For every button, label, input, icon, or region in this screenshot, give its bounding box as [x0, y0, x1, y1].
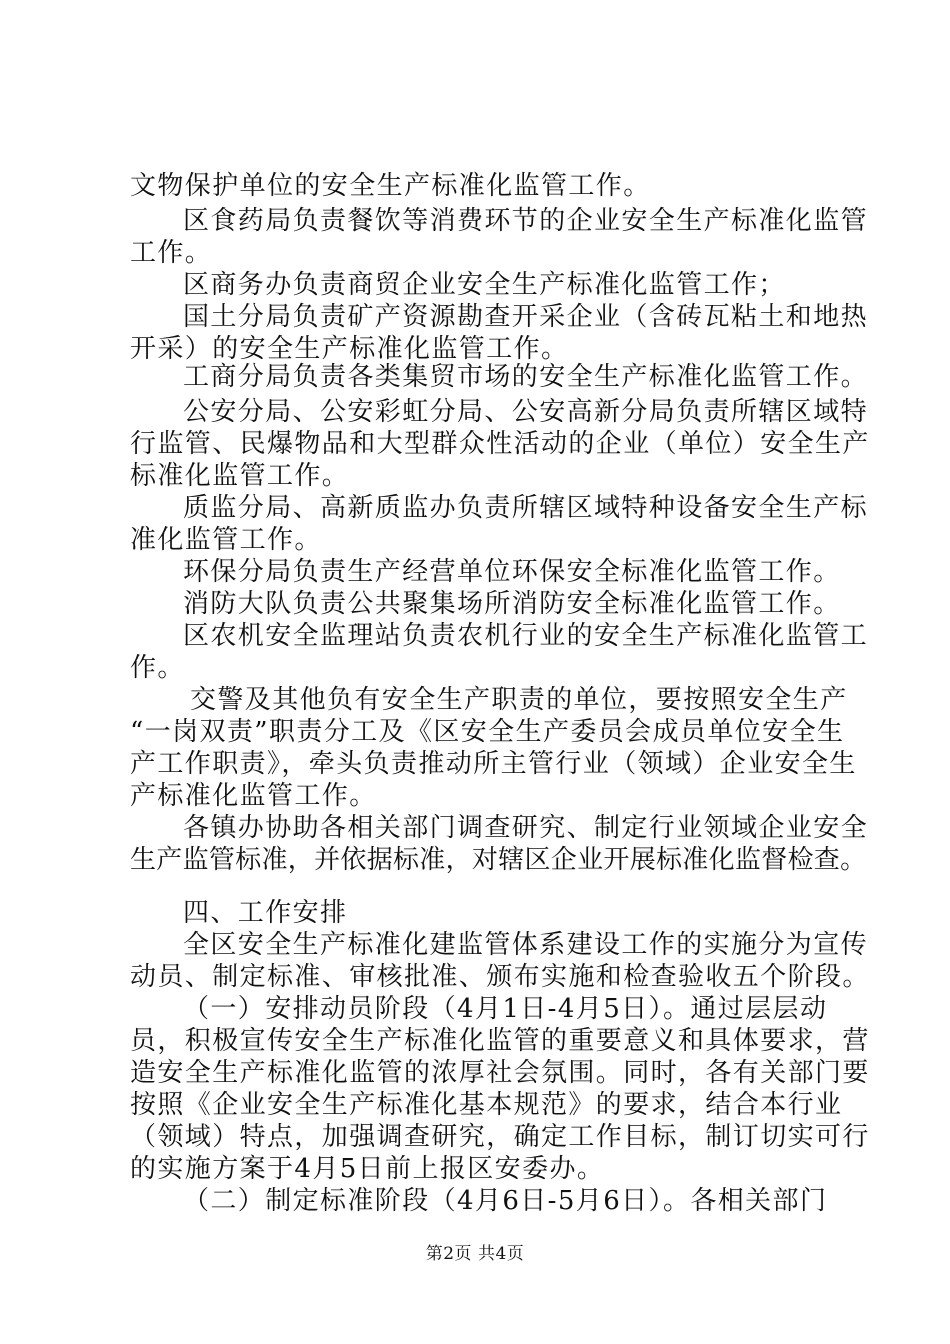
body-text-line: 生产监管标准，并依据标准，对辖区企业开展标准化监督检查。: [130, 845, 867, 875]
body-text-line: 按照《企业安全生产标准化基本规范》的要求，结合本行业: [130, 1090, 843, 1120]
body-text-line: 区食药局负责餐饮等消费环节的企业安全生产标准化监管: [183, 206, 869, 236]
body-text-line: 环保分局负责生产经营单位环保安全标准化监管工作。: [183, 557, 841, 587]
body-text-line: 工商分局负责各类集贸市场的安全生产标准化监管工作。: [183, 362, 869, 392]
body-text-line: 各镇办协助各相关部门调查研究、制定行业领域企业安全: [183, 813, 869, 843]
body-text-line: （一）安排动员阶段（4月1日-4月5日）。通过层层动: [183, 994, 828, 1024]
body-text-line: 全区安全生产标准化建监管体系建设工作的实施分为宣传: [183, 930, 869, 960]
body-text-line: 的实施方案于4月5日前上报区安委办。: [130, 1154, 605, 1184]
body-text-line: 产工作职责》，牵头负责推动所主管行业（领域）企业安全生: [130, 749, 857, 779]
body-text-line: 动员、制定标准、审核批准、颁布实施和检查验收五个阶段。: [130, 962, 870, 992]
body-text-line: 消防大队负责公共聚集场所消防安全标准化监管工作。: [183, 589, 841, 619]
body-text-line: 开采）的安全生产标准化监管工作。: [130, 334, 569, 364]
body-text-line: 质监分局、高新质监办负责所辖区域特种设备安全生产标: [183, 493, 869, 523]
section-heading: 四、工作安排: [183, 898, 348, 928]
page-number-footer: 第2页 共4页: [425, 1244, 525, 1264]
body-text-line: 公安分局、公安彩虹分局、公安高新分局负责所辖区域特: [183, 397, 869, 427]
body-text-line: 区农机安全监理站负责农机行业的安全生产标准化监管工: [183, 621, 869, 651]
body-text-line: （二）制定标准阶段（4月6日-5月6日）。各相关部门: [183, 1186, 828, 1216]
body-text-line: 产标准化监管工作。: [130, 781, 377, 811]
body-text-line: 行监管、民爆物品和大型群众性活动的企业（单位）安全生产: [130, 429, 870, 459]
body-text-line: 工作。: [130, 238, 213, 268]
body-text-line: 作。: [130, 653, 185, 683]
body-text-line: 文物保护单位的安全生产标准化监管工作。: [130, 171, 651, 201]
body-text-line: 准化监管工作。: [130, 525, 322, 555]
body-text-line: 交警及其他负有安全生产职责的单位，要按照安全生产: [190, 685, 848, 715]
body-text-line: 标准化监管工作。: [130, 461, 350, 491]
body-text-line: 造安全生产标准化监管的浓厚社会氛围。同时，各有关部门要: [130, 1058, 870, 1088]
body-text-line: （领域）特点，加强调查研究，确定工作目标，制订切实可行: [130, 1122, 870, 1152]
body-text-line: 员，积极宣传安全生产标准化监管的重要意义和具体要求，营: [130, 1026, 870, 1056]
body-text-line: 区商务办负责商贸企业安全生产标准化监管工作；: [183, 270, 786, 300]
body-text-line: “一岗双责”职责分工及《区安全生产委员会成员单位安全生: [130, 717, 845, 747]
body-text-line: 国土分局负责矿产资源勘查开采企业（含砖瓦粘土和地热: [183, 302, 869, 332]
